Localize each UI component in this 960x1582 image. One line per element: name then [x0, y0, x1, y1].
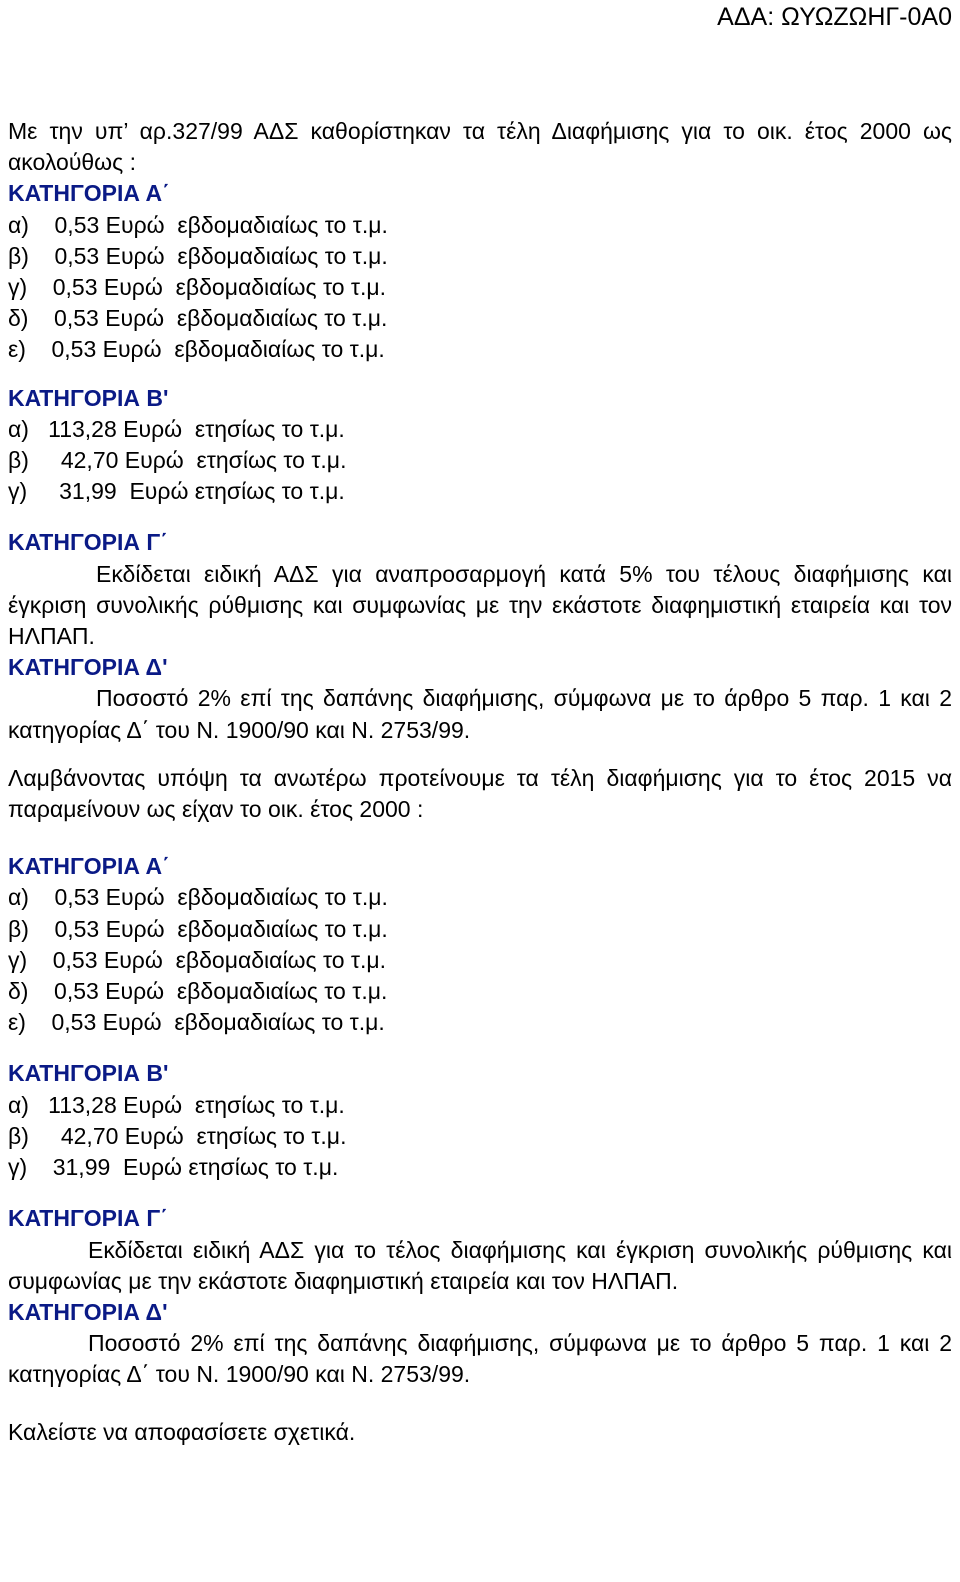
section1-cat-d-heading: ΚΑΤΗΓΟΡΙΑ Δ'	[8, 654, 168, 681]
section1-cat-c-heading: ΚΑΤΗΓΟΡΙΑ Γ΄	[8, 529, 168, 556]
section2-cat-d-text: Ποσοστό 2% επί της δαπάνης διαφήμισης, σύμφωνα με το άρθρο 5 παρ. 1 και 2 κατηγορίας Δ΄ του Ν. 1900/90 και Ν. 2753/99.	[8, 1330, 952, 1388]
section1-cat-b-item: β) 42,70 Ευρώ ετησίως το τ.μ.	[8, 447, 347, 474]
section1-cat-a-heading: ΚΑΤΗΓΟΡΙΑ Α΄	[8, 180, 170, 207]
section1-cat-a-item: γ) 0,53 Ευρώ εβδομαδιαίως το τ.μ.	[8, 274, 387, 301]
section2-cat-a-item: γ) 0,53 Ευρώ εβδομαδιαίως το τ.μ.	[8, 946, 387, 973]
ada-code: ΑΔΑ: ΩΥΩΖΩΗΓ-0Α0	[717, 3, 952, 31]
section2-cat-b-item: β) 42,70 Ευρώ ετησίως το τ.μ.	[8, 1122, 347, 1149]
section2-cat-a-item: ε) 0,53 Ευρώ εβδομαδιαίως το τ.μ.	[8, 1009, 385, 1036]
section2-cat-c-text: Εκδίδεται ειδική ΑΔΣ για το τέλος διαφήμισης και έγκριση συνολικής ρύθμισης και συμφωνίας με την εκάστοτε διαφημιστική εταιρεία και τον ΗΛΠΑΠ.	[8, 1236, 952, 1294]
section2-cat-a-item: β) 0,53 Ευρώ εβδομαδιαίως το τ.μ.	[8, 915, 388, 942]
proposal-paragraph: Λαμβάνοντας υπόψη τα ανωτέρω προτείνουμε τα τέλη διαφήμισης για το έτος 2015 να παραμείνουν ως είχαν το οικ. έτος 2000 :	[8, 764, 952, 823]
section1-cat-c-text: Εκδίδεται ειδική ΑΔΣ για αναπροσαρμογή κατά 5% του τέλους διαφήμισης και έγκριση συνολικής ρύθμισης και συμφωνίας με την εκάστοτε διαφημιστική εταιρεία και τον ΗΛΠΑΠ.	[8, 560, 952, 650]
section2-cat-d-heading: ΚΑΤΗΓΟΡΙΑ Δ'	[8, 1298, 168, 1325]
section1-cat-a-item: β) 0,53 Ευρώ εβδομαδιαίως το τ.μ.	[8, 242, 388, 269]
closing-paragraph: Καλείστε να αποφασίσετε σχετικά.	[8, 1418, 356, 1445]
section-1	[8, 178, 952, 745]
section2-cat-b-heading: ΚΑΤΗΓΟΡΙΑ Β'	[8, 1060, 169, 1087]
section1-cat-b-item: α) 113,28 Ευρώ ετησίως το τ.μ.	[8, 415, 345, 442]
document-body	[8, 116, 952, 1448]
section2-cat-a-item: α) 0,53 Ευρώ εβδομαδιαίως το τ.μ.	[8, 884, 388, 911]
section1-cat-b-heading: ΚΑΤΗΓΟΡΙΑ Β'	[8, 384, 169, 411]
section2-cat-c-heading: ΚΑΤΗΓΟΡΙΑ Γ΄	[8, 1205, 168, 1232]
intro-paragraph: Με την υπ’ αρ.327/99 ΑΔΣ καθορίστηκαν τα τέλη Διαφήμισης για το οικ. έτος 2000 ως ακολούθως :	[8, 118, 952, 176]
section2-cat-b-item: γ) 31,99 Ευρώ ετησίως το τ.μ.	[8, 1154, 339, 1181]
section2-cat-a-item: δ) 0,53 Ευρώ εβδομαδιαίως το τ.μ.	[8, 978, 388, 1005]
section1-cat-a-item: δ) 0,53 Ευρώ εβδομαδιαίως το τ.μ.	[8, 305, 388, 332]
section-2	[8, 851, 952, 1390]
section2-cat-b-item: α) 113,28 Ευρώ ετησίως το τ.μ.	[8, 1091, 345, 1118]
section1-cat-a-item: ε) 0,53 Ευρώ εβδομαδιαίως το τ.μ.	[8, 336, 385, 363]
section2-cat-a-heading: ΚΑΤΗΓΟΡΙΑ Α΄	[8, 853, 170, 880]
section1-cat-b-item: γ) 31,99 Ευρώ ετησίως το τ.μ.	[8, 478, 345, 505]
section1-cat-d-text: Ποσοστό 2% επί της δαπάνης διαφήμισης, σύμφωνα με το άρθρο 5 παρ. 1 και 2 κατηγορίας Δ΄ του Ν. 1900/90 και Ν. 2753/99.	[8, 685, 952, 743]
section1-cat-a-item: α) 0,53 Ευρώ εβδομαδιαίως το τ.μ.	[8, 211, 388, 238]
